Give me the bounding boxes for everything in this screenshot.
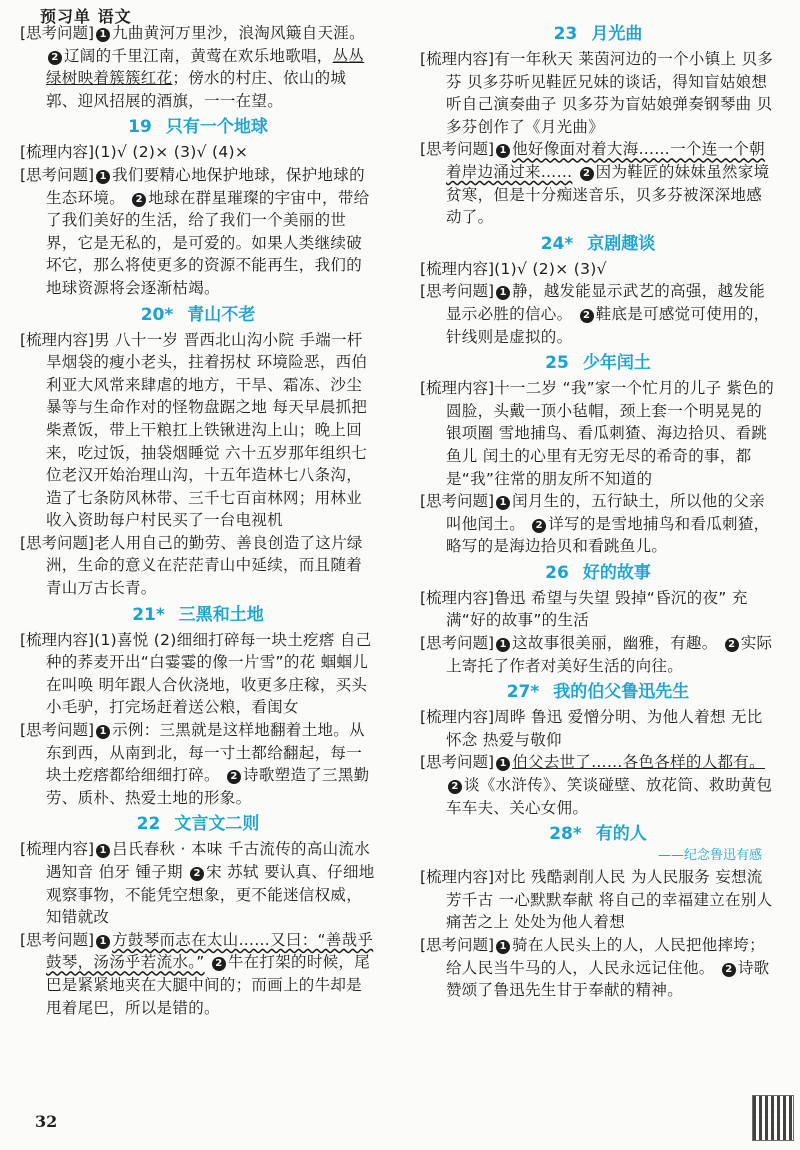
lesson28-subtitle: ——纪念鲁迅有感	[657, 848, 762, 864]
lesson25-think: [思考问题] 1 闰月生的，五行缺土，所以他的父亲叫他闰土。 2 详写的是雪地捕鸟和看瓜刺猹，略写的是海边拾贝和看跳鱼儿。	[420, 492, 770, 556]
left-column	[20, 22, 376, 1019]
lesson24-think: [思考问题] 1 静，越发能显示武艺的高强，越发能显示必胜的信心。 2 鞋底是可感觉可使用的，针线则是虚拟的。	[420, 282, 770, 346]
lesson20-think: [思考问题]老人用自己的勤劳、善良创造了这片绿洲，生命的意义在茫茫青山中延续，而且随着青山万古长青。	[20, 533, 363, 598]
lesson23-title: 23 月光曲	[553, 24, 643, 44]
lesson26-sort: [梳理内容]鲁迅 希望与失望 毁掉“昏沉的夜” 充满“好的故事”的生活	[420, 588, 748, 630]
lesson19-think: [思考问题] 1 我们要精心地保护地球，保护地球的生态环境。 2 地球在群星璀璨的宇宙中，带给了我们美好的生活，给了我们一个美丽的世界，它是无私的，是可爱的。如果人类继续破坏它，那么将使更多的资源不能再生，我们的地球资源将会逐渐枯竭。	[20, 165, 370, 297]
lesson27-sort: [梳理内容]周晔 鲁迅 爱憎分明、为他人着想 无比怀念 热爱与敬仰	[420, 708, 763, 749]
think-tag: [思考问题]	[20, 24, 95, 42]
lesson21-sort: [梳理内容](1)喜悦 (2)细细打碎每一块土疙瘩 自己种的荞麦开出“白霎霎的像一片雪”的花 蝈蝈儿在叫唤 明年跟人合伙浇地，收更多庄稼，买头小毛驴，打完场赶着送公粮，看闺女	[20, 630, 372, 717]
lesson25-sort: [梳理内容]十一二岁 “我”家一个忙月的儿子 紫色的圆脸，头戴一顶小毡帽，颈上套一个明晃晃的银项圈 雪地捕鸟、看瓜刺猹、海边拾贝、看跳鱼儿 闰土的心里有无穷无尽的希奇的事，都是“我”往常的朋友所不知道的	[420, 379, 775, 488]
lesson26-think: [思考问题] 1 这故事很美丽，幽雅，有趣。 2 实际上寄托了作者对美好生活的向往。	[420, 634, 773, 675]
lesson24-title: 24* 京剧趣谈	[540, 233, 656, 254]
right-column	[420, 22, 776, 1002]
lesson28-title: 28* 有的人	[549, 824, 647, 845]
lesson21-think: [思考问题] 1 示例：三黑就是这样地翻着土地。从东到西，从南到北，每一寸土都给翻起，每一块土疙瘩都给细细打碎。 2 诗歌塑造了三黑勤劳、质朴、热爱土地的形象。	[20, 721, 370, 807]
lesson19-title: 19 只有一个地球	[128, 117, 268, 138]
lesson20-sort: [梳理内容]男 八十一岁 晋西北山沟小院 手端一杆旱烟袋的瘦小老头，拄着拐杖 环境险恶，西伯利亚大风常来肆虐的地方，干旱、霜冻、沙尘暴等与生命作对的怪物盘踞之地 每天早晨抓把柴煮饭，带上干粮扛上铁锹进沟上山；晚上回来，吃过饭，抽袋烟睡觉 六十五岁那年组织七位老汉开始治理山沟，十五年造林七八条沟，造了七条防风林带、三千七百亩林网；用林业收入资助每户村民买了一台电视机	[20, 330, 368, 530]
num-2-marker: 2	[48, 51, 62, 65]
page-header: 预习单 语文	[40, 7, 132, 26]
lesson23-sort: [梳理内容]有一年秋天 莱茵河边的一个小镇上 贝多芬 贝多芬听见鞋匠兄妹的谈话，得知盲姑娘想听自己演奏曲子 贝多芬为盲姑娘弹奏钢琴曲 贝多芬创作了《月光曲》	[420, 50, 774, 136]
lesson25-title: 25 少年闰土	[545, 353, 651, 374]
lesson23-think: [思考问题] 1 他好像面对着大海……一个连一个朝着岸边涌过来…… 2 因为鞋匠的妹妹虽然家境贫寒，但是十分痴迷音乐，贝多芬被深深地感动了。	[420, 140, 770, 227]
lesson22-title: 22 文言文二则	[136, 814, 260, 835]
lesson19-sort: [梳理内容](1)√ (2)× (3)√ (4)×	[20, 143, 249, 162]
lesson27-think: [思考问题] 1 伯父去世了……各色各样的人都有。 2 谈《水浒传》、笑谈碰壁、放花筒、救助黄包车车夫、关心女佣。	[420, 753, 773, 817]
lesson24-sort: [梳理内容](1)√ (2)× (3)√	[420, 259, 607, 278]
lesson18-think: [思考问题] 1 九曲黄河万里沙，浪淘风簸自天涯。 2 辽阔的千里江南，黄莺在欢乐地歌唱，丛丛绿树映着簇簇红花；傍水的村庄、依山的城郭、迎风招展的酒旗，一一在望。	[20, 24, 365, 110]
qr-code-icon[interactable]	[752, 1095, 794, 1141]
num-1-marker: 1	[96, 28, 110, 42]
page-number: 32	[35, 1112, 58, 1131]
lesson26-title: 26 好的故事	[545, 562, 651, 583]
lesson20-title: 20* 青山不老	[140, 304, 256, 325]
lesson22-think: [思考问题] 1 方鼓琴而志在太山……又曰：“善哉乎鼓琴，汤汤乎若流水。” 2 牛在打架的时候，尾巴是紧紧地夹在大腿中间的；而画上的牛却是甩着尾巴，所以是错的。	[20, 930, 374, 1017]
lesson28-think: [思考问题] 1 骑在人民头上的人，人民把他摔垮；给人民当牛马的人，人民永远记住他。 2 诗歌赞颂了鲁迅先生甘于奉献的精神。	[420, 936, 770, 1000]
lesson28-sort: [梳理内容]对比 残酷剥削人民 为人民服务 妄想流芳千古 一心默默奉献 将自己的幸福建立在别人痛苦之上 处处为他人着想	[420, 868, 773, 932]
lesson21-title: 21* 三黑和土地	[132, 604, 264, 625]
lesson27-title: 27* 我的伯父鲁迅先生	[506, 682, 690, 703]
lesson22-sort: [梳理内容] 1 吕氏春秋 · 本味 千古流传的高山流水遇知音 伯牙 锺子期 2 宋 苏轼 要认真、仔细地观察事物，不能凭空想象，更不能迷信权威，知错就改	[20, 840, 375, 927]
